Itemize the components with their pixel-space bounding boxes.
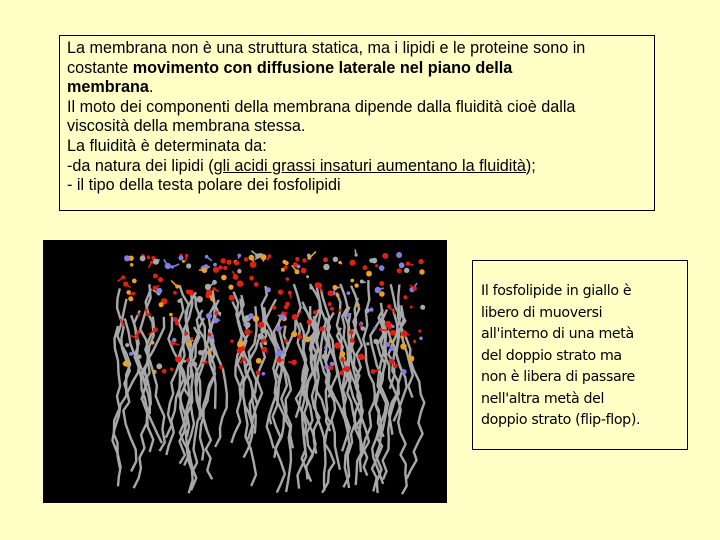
- head-atom: [226, 260, 231, 265]
- head-bond: [360, 357, 361, 358]
- head-atom: [347, 291, 351, 295]
- head-atom: [369, 308, 373, 312]
- head-atom: [328, 302, 332, 306]
- head-atom: [306, 275, 309, 278]
- head-atom: [319, 326, 324, 331]
- caption-line: doppio strato (flip-flop).: [481, 412, 641, 428]
- head-atom: [264, 342, 268, 346]
- head-atom: [128, 296, 133, 301]
- head-atom: [129, 352, 133, 356]
- head-atom: [221, 275, 227, 281]
- bold-text: membrana: [67, 78, 149, 97]
- head-atom: [278, 290, 283, 295]
- head-bond: [388, 324, 389, 325]
- head-atom: [420, 305, 425, 310]
- head-atom: [413, 340, 416, 343]
- head-atom: [221, 258, 226, 263]
- head-atom: [234, 261, 239, 266]
- head-atom: [313, 367, 317, 371]
- head-atom: [244, 257, 248, 261]
- head-atom: [213, 267, 219, 273]
- lipid-bilayer-illustration: [43, 240, 447, 503]
- head-atom: [248, 313, 254, 319]
- head-atom: [354, 283, 358, 287]
- head-atom: [379, 265, 385, 271]
- polar-heads: [118, 250, 426, 376]
- head-atom: [130, 263, 134, 267]
- head-atom: [219, 365, 223, 369]
- text-line: );: [525, 156, 536, 175]
- head-atom: [173, 317, 178, 322]
- head-bond: [290, 293, 291, 299]
- head-bond: [214, 289, 219, 292]
- text-line: costante: [67, 58, 133, 77]
- head-atom: [170, 368, 173, 371]
- head-atom: [254, 282, 259, 287]
- head-atom: [207, 351, 211, 355]
- head-atom: [338, 309, 341, 312]
- head-atom: [237, 269, 241, 273]
- head-atom: [389, 339, 393, 343]
- head-atom: [272, 306, 276, 310]
- head-atom: [223, 266, 227, 270]
- head-atom: [336, 293, 340, 297]
- head-bond: [171, 281, 177, 287]
- head-atom: [333, 257, 338, 262]
- head-atom: [379, 281, 384, 286]
- head-atom: [382, 253, 388, 259]
- lipid-bilayer-image: [43, 240, 447, 503]
- head-atom: [137, 330, 141, 334]
- head-atom: [393, 363, 398, 368]
- head-bond: [355, 250, 356, 256]
- head-atom: [399, 262, 405, 268]
- head-atom: [284, 339, 288, 343]
- underlined-text: gli acidi grassi insaturi aumentano la fluidità: [213, 156, 526, 175]
- head-atom: [410, 306, 413, 309]
- head-bond: [220, 313, 221, 316]
- head-bond: [149, 262, 152, 267]
- head-atom: [418, 329, 421, 332]
- head-bond: [212, 336, 213, 337]
- caption-line: del doppio strato ma: [481, 347, 622, 364]
- head-atom: [350, 338, 355, 343]
- head-atom: [260, 327, 266, 333]
- head-atom: [250, 262, 256, 268]
- lipid-tails: [112, 280, 424, 494]
- head-bond: [153, 372, 154, 374]
- head-atom: [237, 348, 243, 354]
- head-atom: [132, 279, 137, 284]
- head-atom: [192, 362, 197, 367]
- head-atom: [124, 255, 130, 261]
- text-line: -da natura dei lipidi (: [67, 156, 214, 175]
- head-bond: [240, 281, 241, 284]
- head-atom: [147, 313, 150, 316]
- head-atom: [344, 366, 350, 372]
- head-atom: [212, 280, 217, 285]
- head-bond: [300, 333, 301, 337]
- head-atom: [419, 337, 423, 341]
- head-atom: [198, 313, 202, 317]
- head-atom: [262, 372, 266, 376]
- head-atom: [206, 290, 212, 296]
- caption-line: all'interno di una metà: [481, 326, 634, 342]
- head-bond: [146, 310, 147, 316]
- head-atom: [266, 287, 271, 292]
- head-atom: [324, 346, 327, 349]
- head-atom: [309, 335, 315, 341]
- head-atom: [140, 256, 146, 262]
- head-atom: [182, 260, 185, 263]
- head-atom: [137, 355, 141, 359]
- head-atom: [258, 333, 264, 339]
- head-atom: [258, 322, 265, 329]
- head-atom: [213, 263, 217, 267]
- head-atom: [169, 313, 173, 317]
- head-atom: [400, 343, 406, 349]
- head-atom: [229, 295, 235, 301]
- head-bond: [202, 362, 206, 363]
- head-atom: [397, 268, 402, 273]
- head-atom: [346, 313, 350, 317]
- head-atom: [334, 342, 341, 349]
- caption-text-box: [472, 260, 688, 450]
- head-atom: [147, 255, 151, 259]
- head-atom: [323, 264, 329, 270]
- head-atom: [162, 369, 167, 374]
- head-atom: [373, 327, 376, 330]
- head-atom: [186, 263, 191, 268]
- head-atom: [159, 302, 164, 307]
- head-atom: [179, 256, 184, 261]
- head-atom: [390, 330, 396, 336]
- head-atom: [135, 334, 138, 337]
- head-atom: [185, 332, 189, 336]
- head-atom: [350, 260, 356, 266]
- head-bond: [240, 359, 244, 363]
- text-line: viscosità della membrana stessa.: [67, 117, 306, 136]
- head-atom: [419, 269, 424, 274]
- head-atom: [183, 360, 186, 363]
- head-bond: [362, 282, 366, 283]
- head-atom: [151, 341, 155, 345]
- head-atom: [307, 257, 310, 260]
- head-atom: [249, 276, 254, 281]
- head-atom: [313, 310, 317, 314]
- text-line: - il tipo della testa polare dei fosfolipidi: [67, 176, 341, 195]
- head-atom: [285, 261, 289, 265]
- text-line: .: [148, 78, 154, 97]
- head-atom: [350, 279, 354, 283]
- head-atom: [366, 342, 369, 345]
- head-atom: [309, 286, 313, 290]
- head-bond: [118, 277, 124, 281]
- head-atom: [157, 288, 163, 294]
- head-atom: [284, 305, 288, 309]
- text-line: Il moto dei componenti della membrana dipende dalla fluidità cioè dalla: [67, 97, 576, 116]
- head-atom: [173, 291, 177, 295]
- caption-line: non è libera di passare: [481, 369, 635, 385]
- head-atom: [302, 258, 306, 262]
- head-atom: [186, 358, 190, 362]
- head-atom: [385, 342, 390, 347]
- head-bond: [238, 256, 239, 259]
- bold-text: movimento con diffusione laterale nel piano della: [132, 58, 513, 77]
- head-atom: [323, 257, 328, 262]
- head-atom: [296, 265, 300, 269]
- head-atom: [328, 290, 334, 296]
- head-atom: [356, 303, 359, 306]
- head-atom: [295, 257, 299, 261]
- caption-line: libero di muoversi: [481, 304, 603, 321]
- head-atom: [408, 356, 414, 362]
- head-atom: [196, 296, 203, 303]
- head-atom: [190, 337, 193, 340]
- head-atom: [228, 285, 233, 290]
- head-atom: [330, 307, 334, 311]
- caption-line: Il fosfolipide in giallo è: [481, 283, 632, 299]
- head-atom: [307, 319, 312, 324]
- head-atom: [156, 363, 162, 369]
- head-atom: [175, 356, 181, 362]
- head-bond: [123, 364, 126, 365]
- head-atom: [276, 326, 282, 332]
- head-atom: [280, 314, 286, 320]
- head-bond: [207, 257, 212, 261]
- head-atom: [418, 259, 423, 264]
- head-atom: [230, 340, 233, 343]
- head-atom: [126, 290, 131, 295]
- caption-line: nell'altra metà del: [481, 390, 605, 407]
- head-atom: [125, 343, 129, 347]
- head-bond: [267, 256, 269, 260]
- head-atom: [153, 274, 158, 279]
- head-atom: [396, 252, 402, 258]
- head-atom: [301, 268, 307, 274]
- head-atom: [361, 326, 366, 331]
- text-line: La fluidità è determinata da:: [67, 136, 267, 155]
- head-atom: [363, 265, 368, 270]
- head-atom: [349, 330, 354, 335]
- head-atom: [284, 265, 288, 269]
- head-atom: [401, 369, 406, 374]
- lipid-tail: [267, 330, 284, 458]
- head-atom: [137, 313, 140, 316]
- head-bond: [172, 264, 179, 267]
- head-atom: [404, 268, 409, 273]
- head-atom: [158, 277, 163, 282]
- head-atom: [369, 258, 374, 263]
- head-atom: [375, 264, 378, 267]
- head-atom: [208, 333, 212, 337]
- head-atom: [188, 290, 194, 296]
- text-line: La membrana non è una struttura statica, ma i lipidi e le proteine sono in: [67, 39, 586, 57]
- head-atom: [256, 358, 262, 364]
- description-text-box: [59, 35, 655, 211]
- head-atom: [206, 313, 212, 319]
- head-atom: [328, 365, 333, 370]
- head-atom: [390, 346, 395, 351]
- head-atom: [324, 365, 329, 370]
- head-atom: [237, 341, 243, 347]
- head-atom: [403, 295, 407, 299]
- head-bond: [208, 316, 209, 318]
- head-atom: [286, 277, 290, 281]
- head-atom: [244, 322, 250, 328]
- head-atom: [373, 339, 378, 344]
- head-atom: [256, 370, 261, 375]
- head-atom: [340, 351, 346, 357]
- head-atom: [365, 308, 370, 313]
